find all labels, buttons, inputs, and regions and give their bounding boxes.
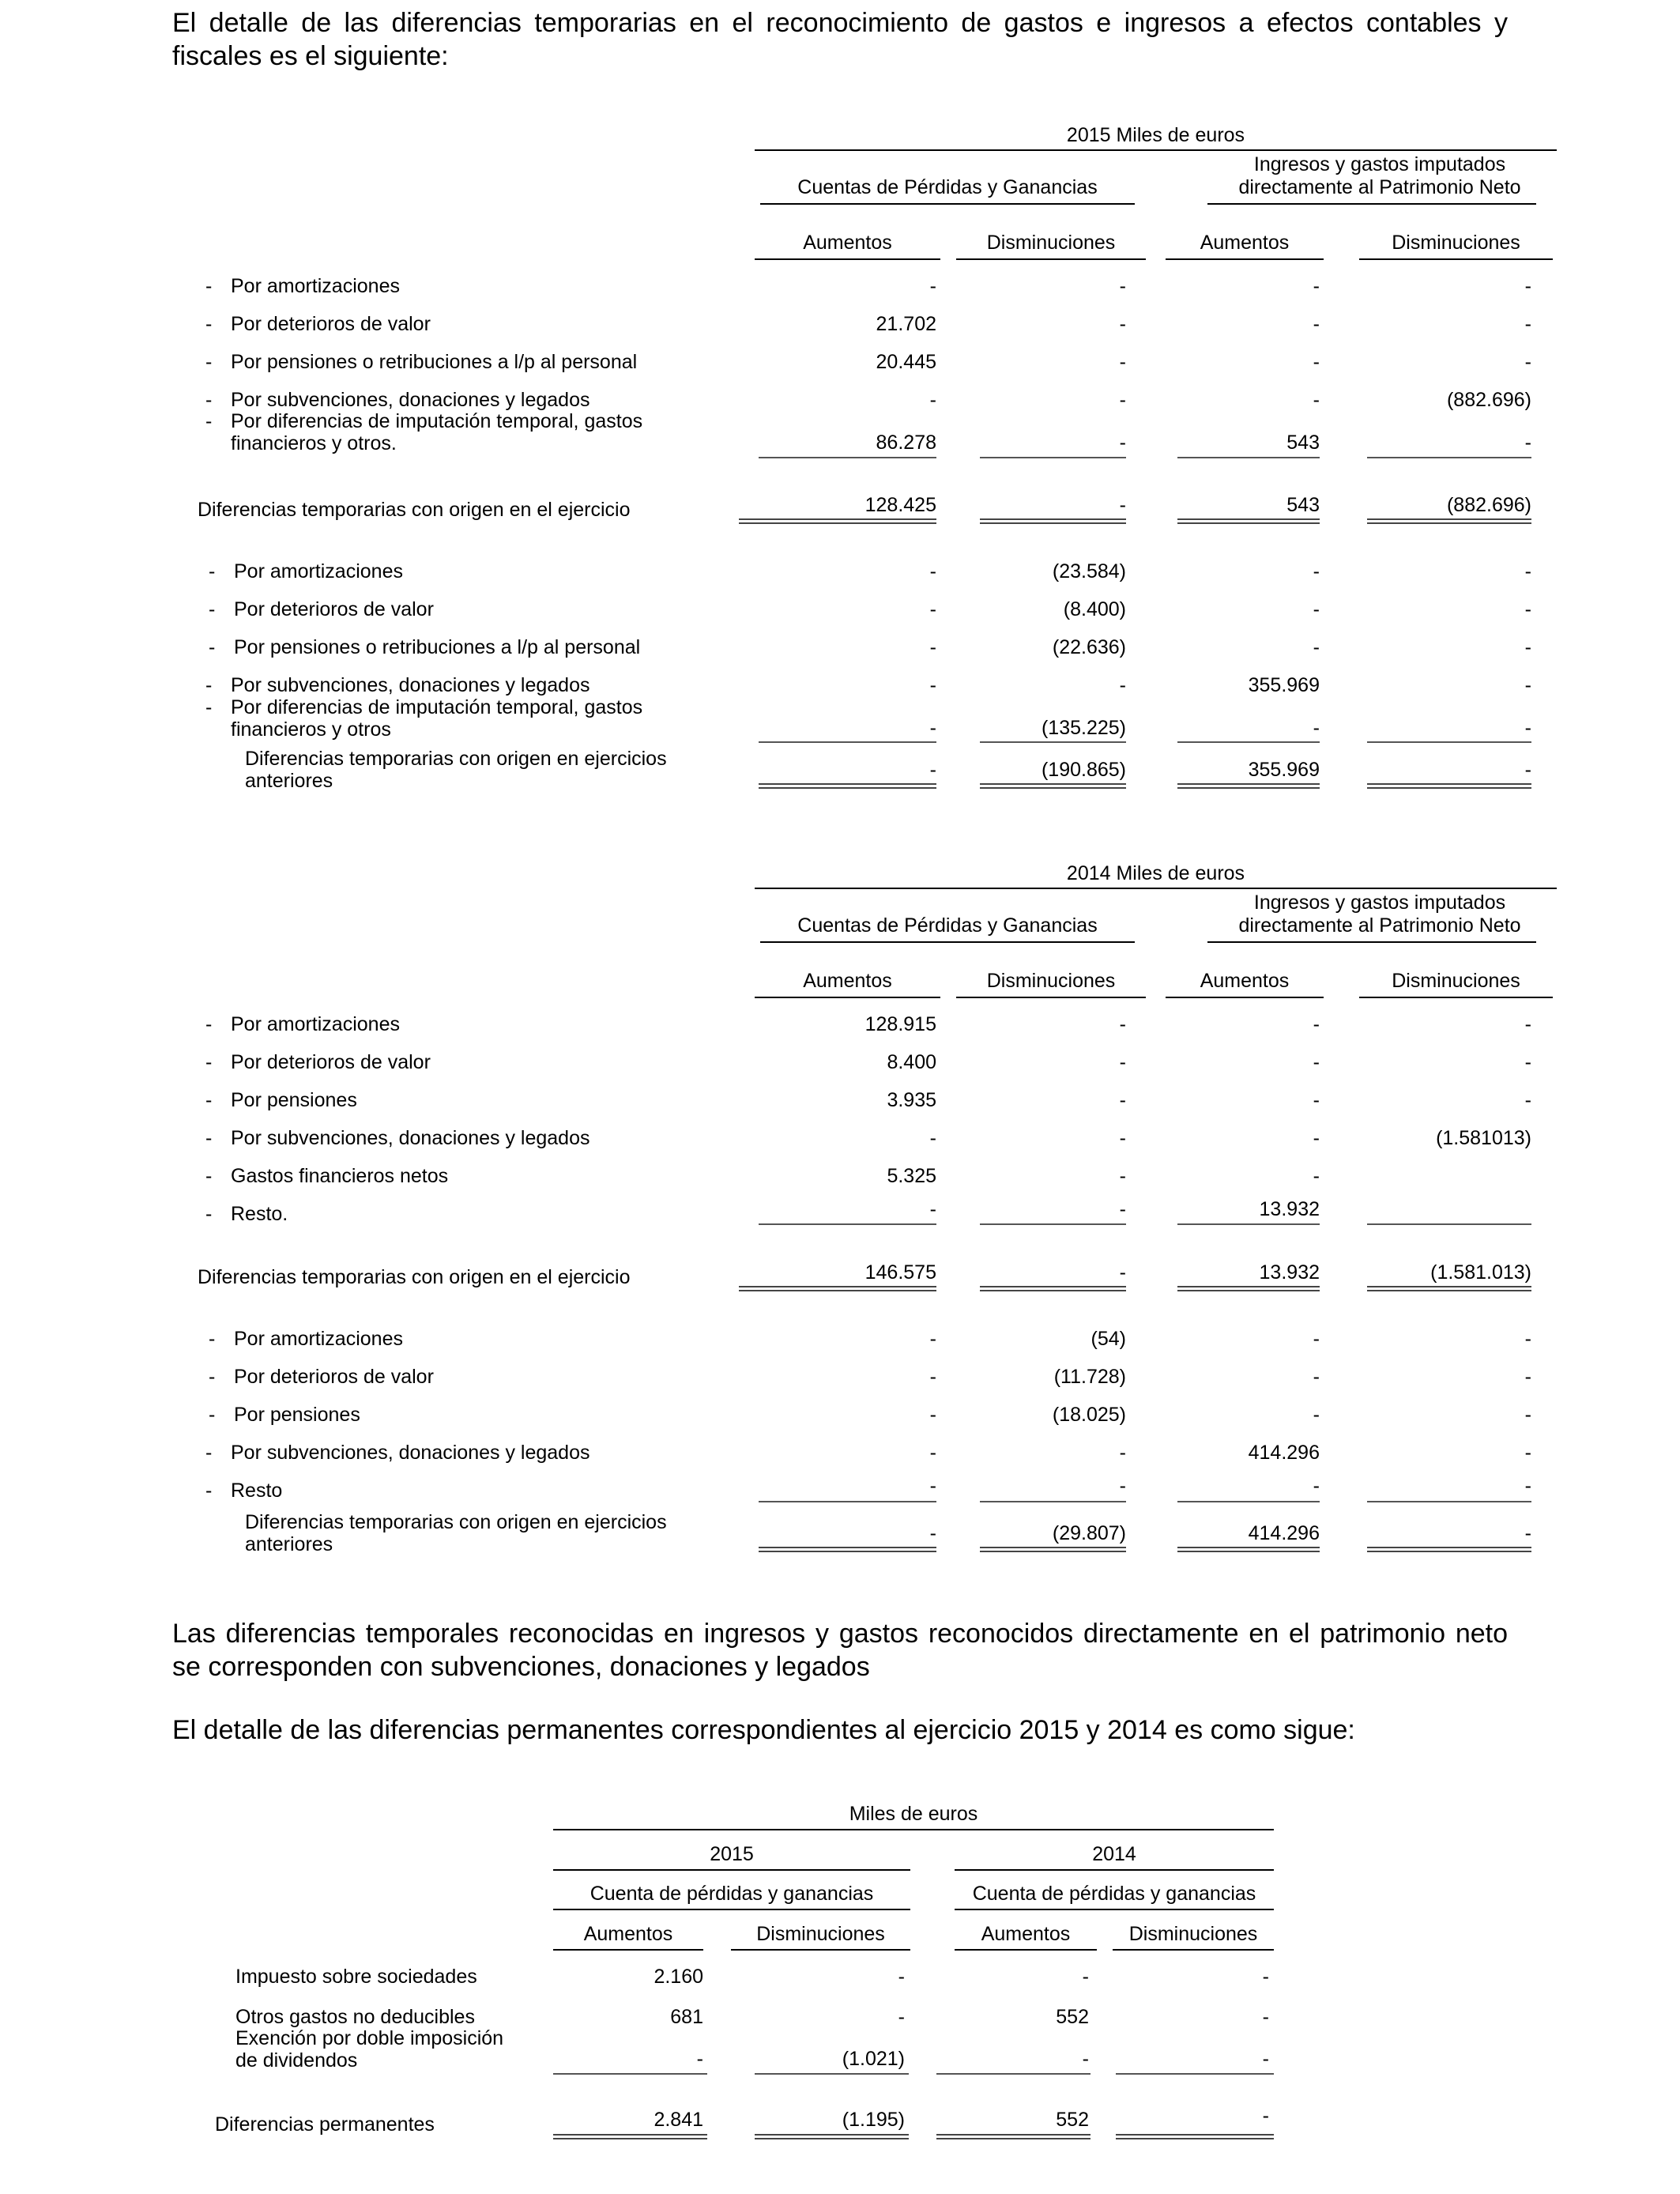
cell-value: 21.702 bbox=[876, 313, 936, 335]
divider bbox=[553, 1949, 703, 1951]
note-paragraph: Las diferencias temporales reconocidas en ingresos y gastos reconocidos directamente en el patrimonio neto se corresponden con subvenciones, donaciones y legados bbox=[172, 1619, 1508, 1682]
row-label: Por diferencias de imputación temporal, gastos bbox=[231, 410, 643, 432]
cell-value: 13.932 bbox=[1259, 1261, 1320, 1284]
group-header-pn-line2: directamente al Patrimonio Neto bbox=[1238, 914, 1521, 937]
cell-value: - bbox=[1119, 1013, 1126, 1035]
row-label: Por amortizaciones bbox=[231, 1013, 400, 1035]
divider bbox=[731, 1949, 910, 1951]
row-label: Diferencias permanentes bbox=[215, 2113, 435, 2136]
divider bbox=[553, 1829, 1274, 1830]
divider bbox=[1207, 941, 1536, 943]
column-header-disminuciones: Disminuciones bbox=[1392, 232, 1520, 254]
total-line bbox=[1367, 1286, 1531, 1291]
total-line bbox=[1367, 518, 1531, 524]
total-line bbox=[553, 2134, 707, 2139]
cell-value: - bbox=[1313, 1089, 1320, 1111]
cell-value: - bbox=[1082, 1966, 1089, 1988]
cell-value: (135.225) bbox=[1041, 717, 1126, 739]
cell-value: - bbox=[898, 2006, 905, 2028]
cell-value: - bbox=[1119, 1475, 1126, 1497]
row-label: anteriores bbox=[245, 1533, 333, 1555]
cell-value: - bbox=[1119, 1261, 1126, 1284]
cell-value: - bbox=[929, 1366, 936, 1388]
column-header-disminuciones: Disminuciones bbox=[1392, 970, 1520, 992]
subtotal-line bbox=[1177, 457, 1320, 458]
cell-value: - bbox=[1524, 1051, 1531, 1073]
column-header-aumentos: Aumentos bbox=[803, 232, 892, 254]
divider bbox=[553, 1909, 910, 1910]
cell-value: (54) bbox=[1090, 1328, 1126, 1350]
subtotal-line bbox=[755, 2073, 909, 2075]
total-line bbox=[1367, 783, 1531, 789]
cell-value: - bbox=[1262, 2006, 1269, 2028]
cell-value: - bbox=[1524, 1522, 1531, 1544]
row-label: Por pensiones bbox=[234, 1404, 360, 1426]
permanent-intro-paragraph: El detalle de las diferencias permanentes correspondientes al ejercicio 2015 y 2014 es como sigue: bbox=[172, 1715, 1355, 1745]
row-label: anteriores bbox=[245, 770, 333, 792]
group-header-pn-line2: directamente al Patrimonio Neto bbox=[1238, 176, 1521, 198]
cell-value: - bbox=[1313, 1127, 1320, 1149]
cell-value: - bbox=[929, 636, 936, 658]
row-label: Por amortizaciones bbox=[231, 275, 400, 297]
cell-value: - bbox=[1524, 1442, 1531, 1464]
group-header-pn-line1: Ingresos y gastos imputados bbox=[1253, 892, 1506, 914]
cell-value: 13.932 bbox=[1259, 1198, 1320, 1220]
cell-value: - bbox=[1524, 636, 1531, 658]
cell-value: 2.160 bbox=[654, 1966, 703, 1988]
cell-value: 355.969 bbox=[1248, 759, 1320, 781]
cell-value: - bbox=[1119, 389, 1126, 411]
cell-value: 552 bbox=[1056, 2109, 1089, 2131]
cell-value: - bbox=[1262, 2048, 1269, 2070]
cell-value: 414.296 bbox=[1248, 1522, 1320, 1544]
row-label: financieros y otros bbox=[231, 718, 391, 741]
total-line bbox=[759, 783, 936, 789]
subtotal-line bbox=[1367, 1501, 1531, 1502]
cell-value: - bbox=[1313, 1366, 1320, 1388]
divider bbox=[955, 1949, 1097, 1951]
subtotal-line bbox=[980, 1501, 1126, 1502]
cell-value: - bbox=[1119, 351, 1126, 373]
cell-value: (22.636) bbox=[1052, 636, 1126, 658]
row-label: Por pensiones o retribuciones a l/p al personal bbox=[231, 351, 638, 373]
total-line bbox=[980, 1286, 1126, 1291]
cell-value: - bbox=[1313, 313, 1320, 335]
cell-value: - bbox=[1119, 432, 1126, 454]
cell-value: 2.841 bbox=[654, 2109, 703, 2131]
cell-value: 552 bbox=[1056, 2006, 1089, 2028]
cell-value: - bbox=[929, 717, 936, 739]
cell-value: 543 bbox=[1286, 494, 1320, 516]
cell-value: - bbox=[1524, 275, 1531, 297]
cell-value: - bbox=[929, 1328, 936, 1350]
cell-value: - bbox=[929, 275, 936, 297]
row-label: Por deterioros de valor bbox=[234, 598, 434, 620]
cell-value: - bbox=[1119, 1127, 1126, 1149]
cell-value: 3.935 bbox=[887, 1089, 936, 1111]
column-header-aumentos: Aumentos bbox=[981, 1923, 1071, 1945]
subtotal-line bbox=[1177, 741, 1320, 743]
row-label: Por amortizaciones bbox=[234, 560, 403, 582]
cell-value: - bbox=[1119, 1442, 1126, 1464]
cell-value: - bbox=[1119, 1089, 1126, 1111]
total-line bbox=[1177, 783, 1320, 789]
perm-title: Miles de euros bbox=[849, 1803, 978, 1825]
divider bbox=[755, 258, 940, 260]
cell-value: - bbox=[1262, 2105, 1269, 2127]
row-label: Diferencias temporarias con origen en ejercicios bbox=[245, 1511, 667, 1533]
subtotal-line bbox=[1116, 2073, 1274, 2075]
cell-value: - bbox=[1313, 1013, 1320, 1035]
subtotal-line bbox=[1177, 1223, 1320, 1225]
table-2014-title: 2014 Miles de euros bbox=[1066, 862, 1245, 884]
cell-value: - bbox=[696, 2048, 703, 2070]
cell-value: (18.025) bbox=[1052, 1404, 1126, 1426]
cell-value: 128.915 bbox=[864, 1013, 936, 1035]
column-header-aumentos: Aumentos bbox=[1200, 232, 1290, 254]
cell-value: - bbox=[1313, 351, 1320, 373]
column-header-disminuciones: Disminuciones bbox=[986, 970, 1116, 992]
row-label: Diferencias temporarias con origen en el ejercicio bbox=[198, 1266, 631, 1288]
cell-value: - bbox=[1313, 717, 1320, 739]
divider bbox=[956, 997, 1146, 998]
cell-value: - bbox=[1524, 432, 1531, 454]
subtotal-line bbox=[759, 457, 936, 458]
total-line bbox=[980, 783, 1126, 789]
total-line bbox=[980, 518, 1126, 524]
cell-value: - bbox=[1524, 560, 1531, 582]
cell-value: - bbox=[1524, 351, 1531, 373]
column-header-disminuciones: Disminuciones bbox=[986, 232, 1116, 254]
cell-value: 681 bbox=[670, 2006, 703, 2028]
row-label: Por subvenciones, donaciones y legados bbox=[231, 1127, 590, 1149]
total-line bbox=[1367, 1547, 1531, 1552]
cell-value: - bbox=[929, 1404, 936, 1426]
cell-value: - bbox=[1313, 275, 1320, 297]
row-label: Por deterioros de valor bbox=[231, 313, 431, 335]
cell-value: - bbox=[929, 598, 936, 620]
cell-value: - bbox=[1119, 275, 1126, 297]
cell-value: - bbox=[1524, 1475, 1531, 1497]
cell-value: - bbox=[1119, 313, 1126, 335]
row-label: de dividendos bbox=[235, 2049, 358, 2071]
total-line bbox=[759, 1547, 936, 1552]
row-label: Por pensiones o retribuciones a l/p al personal bbox=[234, 636, 641, 658]
row-label: Resto bbox=[231, 1480, 283, 1502]
column-header-disminuciones: Disminuciones bbox=[1128, 1923, 1258, 1945]
cell-value: - bbox=[929, 1522, 936, 1544]
cell-value: (882.696) bbox=[1446, 389, 1531, 411]
total-line bbox=[1177, 1547, 1320, 1552]
cell-value: - bbox=[1313, 1328, 1320, 1350]
cell-value: 20.445 bbox=[876, 351, 936, 373]
subtotal-line bbox=[759, 741, 936, 743]
total-line bbox=[1177, 518, 1320, 524]
cell-value: (1.021) bbox=[842, 2048, 905, 2070]
cell-value: 128.425 bbox=[864, 494, 936, 516]
perm-year-2014: 2014 bbox=[1092, 1843, 1136, 1865]
cell-value: 355.969 bbox=[1248, 674, 1320, 696]
cell-value: - bbox=[1524, 1404, 1531, 1426]
row-label: Por deterioros de valor bbox=[231, 1051, 431, 1073]
intro-paragraph: El detalle de las diferencias temporarias en el reconocimiento de gastos e ingresos a efectos contables y fiscales es el siguiente: bbox=[172, 8, 1508, 71]
divider bbox=[760, 203, 1135, 205]
cell-value: - bbox=[1524, 1013, 1531, 1035]
cell-value: (8.400) bbox=[1063, 598, 1126, 620]
row-label: Por subvenciones, donaciones y legados bbox=[231, 674, 590, 696]
perm-year-2015: 2015 bbox=[710, 1843, 754, 1865]
divider bbox=[1113, 1949, 1274, 1951]
total-line bbox=[755, 2134, 909, 2139]
row-label: Otros gastos no deducibles bbox=[235, 2006, 475, 2028]
cell-value: (1.581.013) bbox=[1430, 1261, 1531, 1284]
subtotal-line bbox=[759, 1501, 936, 1502]
subtotal-line bbox=[759, 1223, 936, 1225]
divider bbox=[955, 1909, 1274, 1910]
cell-value: (190.865) bbox=[1041, 759, 1126, 781]
perm-subheader: Cuenta de pérdidas y ganancias bbox=[972, 1883, 1256, 1905]
row-label: Por amortizaciones bbox=[234, 1328, 403, 1350]
row-label: Por subvenciones, donaciones y legados bbox=[231, 389, 590, 411]
cell-value: - bbox=[1524, 759, 1531, 781]
column-header-aumentos: Aumentos bbox=[803, 970, 892, 992]
cell-value: - bbox=[929, 1127, 936, 1149]
cell-value: (882.696) bbox=[1446, 494, 1531, 516]
cell-value: (29.807) bbox=[1052, 1522, 1126, 1544]
cell-value: - bbox=[1313, 389, 1320, 411]
column-header-aumentos: Aumentos bbox=[583, 1923, 673, 1945]
cell-value: 414.296 bbox=[1248, 1442, 1320, 1464]
subtotal-line bbox=[980, 1223, 1126, 1225]
divider bbox=[755, 997, 940, 998]
cell-value: - bbox=[1262, 1966, 1269, 1988]
cell-value: - bbox=[1313, 1051, 1320, 1073]
row-label: financieros y otros. bbox=[231, 432, 397, 454]
cell-value: 146.575 bbox=[864, 1261, 936, 1284]
cell-value: - bbox=[898, 1966, 905, 1988]
cell-value: - bbox=[1313, 1475, 1320, 1497]
cell-value: - bbox=[1524, 1089, 1531, 1111]
row-label: Gastos financieros netos bbox=[231, 1165, 449, 1187]
divider bbox=[1166, 258, 1324, 260]
cell-value: - bbox=[929, 1475, 936, 1497]
perm-subheader: Cuenta de pérdidas y ganancias bbox=[590, 1883, 874, 1905]
cell-value: 5.325 bbox=[887, 1165, 936, 1187]
divider bbox=[1359, 258, 1553, 260]
row-label: Diferencias temporarias con origen en el ejercicio bbox=[198, 499, 631, 521]
cell-value: - bbox=[1119, 1198, 1126, 1220]
subtotal-line bbox=[980, 741, 1126, 743]
row-label: Resto. bbox=[231, 1203, 288, 1225]
divider bbox=[755, 888, 1557, 889]
divider bbox=[956, 258, 1146, 260]
row-label: Por deterioros de valor bbox=[234, 1366, 434, 1388]
divider bbox=[760, 941, 1135, 943]
divider bbox=[1166, 997, 1324, 998]
cell-value: - bbox=[929, 389, 936, 411]
cell-value: - bbox=[1119, 494, 1126, 516]
cell-value: - bbox=[929, 674, 936, 696]
total-line bbox=[739, 518, 936, 524]
cell-value: - bbox=[929, 560, 936, 582]
cell-value: - bbox=[929, 1198, 936, 1220]
subtotal-line bbox=[936, 2073, 1090, 2075]
column-header-disminuciones: Disminuciones bbox=[756, 1923, 885, 1945]
cell-value: - bbox=[929, 759, 936, 781]
cell-value: - bbox=[1313, 1165, 1320, 1187]
group-header-pn-line1: Ingresos y gastos imputados bbox=[1253, 153, 1506, 175]
cell-value: - bbox=[1524, 598, 1531, 620]
subtotal-line bbox=[1367, 741, 1531, 743]
row-label: Por diferencias de imputación temporal, gastos bbox=[231, 696, 643, 718]
total-line bbox=[936, 2134, 1090, 2139]
divider bbox=[1207, 203, 1536, 205]
cell-value: - bbox=[1313, 560, 1320, 582]
total-line bbox=[1177, 1286, 1320, 1291]
cell-value: (1.195) bbox=[842, 2109, 905, 2131]
total-line bbox=[980, 1547, 1126, 1552]
cell-value: 8.400 bbox=[887, 1051, 936, 1073]
subtotal-line bbox=[553, 2073, 707, 2075]
group-header-pyg: Cuentas de Pérdidas y Ganancias bbox=[797, 176, 1098, 198]
cell-value: - bbox=[1313, 636, 1320, 658]
subtotal-line bbox=[980, 457, 1126, 458]
cell-value: - bbox=[1524, 1366, 1531, 1388]
cell-value: - bbox=[1524, 674, 1531, 696]
cell-value: (1.581013) bbox=[1436, 1127, 1531, 1149]
table-2015-title: 2015 Miles de euros bbox=[1066, 124, 1245, 146]
total-line bbox=[1116, 2134, 1274, 2139]
row-label: Por subvenciones, donaciones y legados bbox=[231, 1442, 590, 1464]
divider bbox=[955, 1869, 1274, 1871]
divider bbox=[755, 149, 1557, 151]
divider bbox=[553, 1869, 910, 1871]
cell-value: - bbox=[1524, 717, 1531, 739]
cell-value: - bbox=[1313, 1404, 1320, 1426]
cell-value: - bbox=[1082, 2048, 1089, 2070]
cell-value: (11.728) bbox=[1053, 1366, 1126, 1388]
cell-value: 543 bbox=[1286, 432, 1320, 454]
row-label: Diferencias temporarias con origen en ejercicios bbox=[245, 748, 667, 770]
group-header-pyg: Cuentas de Pérdidas y Ganancias bbox=[797, 914, 1098, 937]
subtotal-line bbox=[1367, 457, 1531, 458]
column-header-aumentos: Aumentos bbox=[1200, 970, 1290, 992]
cell-value: - bbox=[1119, 674, 1126, 696]
cell-value: - bbox=[1119, 1165, 1126, 1187]
row-label: Por pensiones bbox=[231, 1089, 357, 1111]
subtotal-line bbox=[1367, 1223, 1531, 1225]
cell-value: - bbox=[1524, 1328, 1531, 1350]
divider bbox=[1359, 997, 1553, 998]
row-label: Exención por doble imposición bbox=[235, 2027, 504, 2049]
cell-value: 86.278 bbox=[876, 432, 936, 454]
cell-value: - bbox=[1119, 1051, 1126, 1073]
cell-value: - bbox=[1313, 598, 1320, 620]
cell-value: - bbox=[929, 1442, 936, 1464]
cell-value: (23.584) bbox=[1052, 560, 1126, 582]
subtotal-line bbox=[1177, 1501, 1320, 1502]
row-label: Impuesto sobre sociedades bbox=[235, 1966, 477, 1988]
cell-value: - bbox=[1524, 313, 1531, 335]
total-line bbox=[739, 1286, 936, 1291]
